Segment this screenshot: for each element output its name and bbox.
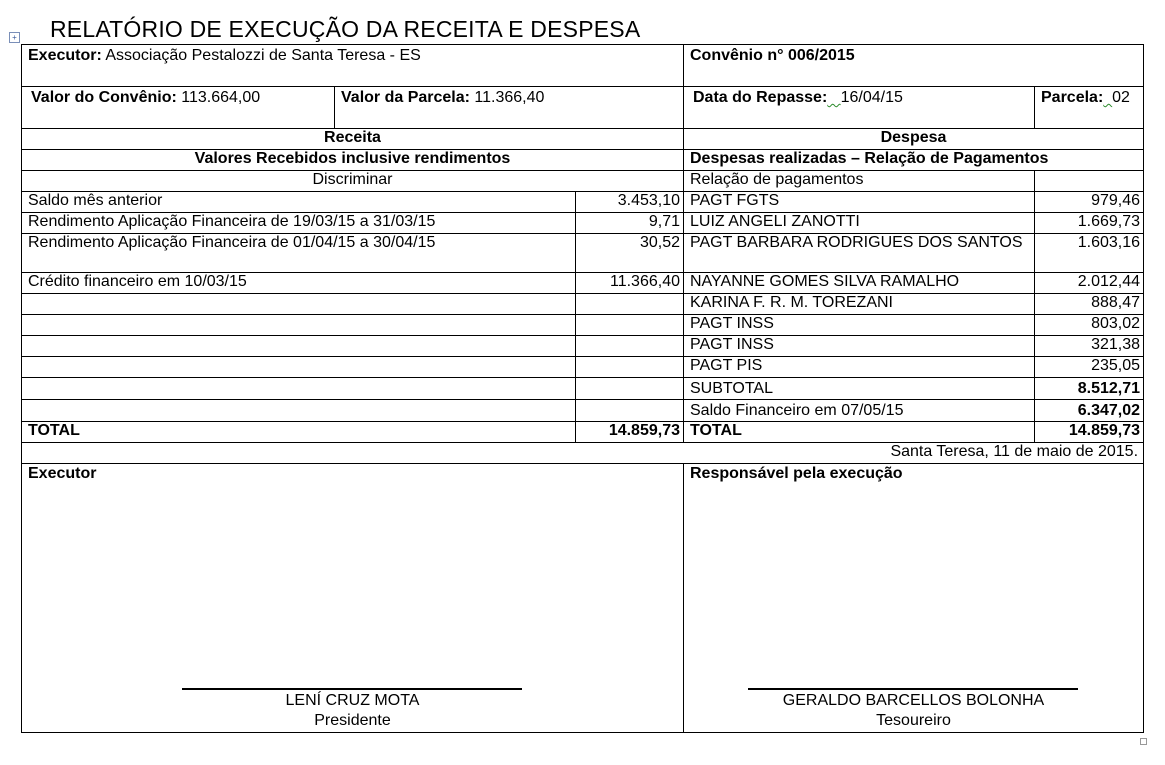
despesa-row-value: 1.669,73 [1035, 213, 1144, 234]
despesa-subheading: Despesas realizadas – Relação de Pagamentos [684, 150, 1144, 171]
valor-convenio-value: 113.664,00 [181, 89, 261, 106]
signature-responsavel [684, 464, 1144, 733]
report-table [21, 44, 1144, 733]
valor-parcela-cell: Valor da Parcela: 11.366,40 [335, 87, 684, 129]
executor-cell [22, 45, 684, 87]
despesa-row-label: PAGT BARBARA RODRIGUES DOS SANTOS [684, 234, 1035, 273]
valor-convenio-cell: Valor do Convênio: 113.664,00 [22, 87, 335, 129]
saldo-financeiro-value: 6.347,02 [1035, 400, 1144, 422]
subtotal-label: SUBTOTAL [684, 378, 1035, 400]
executor-value: Associação Pestalozzi de Santa Teresa - ES [105, 47, 421, 64]
receita-subheading: Valores Recebidos inclusive rendimentos [22, 150, 684, 171]
despesa-row-value: 803,02 [1035, 315, 1144, 336]
signature-executor-heading: Executor [28, 465, 97, 482]
despesa-row-label: PAGT INSS [684, 315, 1035, 336]
despesa-row-value: 888,47 [1035, 294, 1144, 315]
subtotal-value: 8.512,71 [1035, 378, 1144, 400]
convenio-number: Convênio n° 006/2015 [684, 45, 1144, 87]
signature-executor [22, 464, 684, 733]
signature-responsavel-name: GERALDO BARCELLOS BOLONHA [782, 692, 1045, 709]
executor-label: Executor: [28, 47, 102, 64]
page-title: RELATÓRIO DE EXECUÇÃO DA RECEITA E DESPESA [50, 16, 641, 42]
receita-total-value: 14.859,73 [576, 422, 684, 443]
despesa-row-label: PAGT FGTS [684, 192, 1035, 213]
receita-row-value: 30,52 [576, 234, 684, 273]
signature-responsavel-heading: Responsável pela execução [690, 465, 903, 482]
table-move-handle-icon[interactable]: + [9, 32, 20, 43]
receita-row-value: 11.366,40 [576, 273, 684, 294]
despesa-heading: Despesa [684, 129, 1144, 150]
despesa-total-label: TOTAL [684, 422, 1035, 443]
despesa-row-value: 2.012,44 [1035, 273, 1144, 294]
receita-row-label: Crédito financeiro em 10/03/15 [22, 273, 576, 294]
despesa-row-value: 1.603,16 [1035, 234, 1144, 273]
despesa-row-label: LUIZ ANGELI ZANOTTI [684, 213, 1035, 234]
date-line: Santa Teresa, 11 de maio de 2015. [22, 443, 1144, 464]
despesa-row-label: KARINA F. R. M. TOREZANI [684, 294, 1035, 315]
despesa-row-value: 321,38 [1035, 336, 1144, 357]
signature-line [182, 688, 522, 690]
signature-responsavel-role: Tesoureiro [876, 712, 951, 729]
parcela-cell: Parcela: 02 [1035, 87, 1144, 129]
despesa-row-label: PAGT INSS [684, 336, 1035, 357]
despesa-column-header: Relação de pagamentos [684, 171, 1035, 192]
data-repasse-cell: Data do Repasse: 16/04/15 [684, 87, 1035, 129]
signature-line [748, 688, 1078, 690]
receita-row-label: Rendimento Aplicação Financeira de 19/03/15 a 31/03/15 [22, 213, 576, 234]
receita-total-label: TOTAL [22, 422, 576, 443]
receita-heading: Receita [22, 129, 684, 150]
receita-row-value: 3.453,10 [576, 192, 684, 213]
valor-parcela-value: 11.366,40 [474, 89, 545, 106]
despesa-row-value: 235,05 [1035, 357, 1144, 378]
saldo-financeiro-label: Saldo Financeiro em 07/05/15 [684, 400, 1035, 422]
despesa-total-value: 14.859,73 [1035, 422, 1144, 443]
receita-row-label: Rendimento Aplicação Financeira de 01/04/15 a 30/04/15 [22, 234, 576, 273]
parcela-value: 02 [1112, 89, 1130, 106]
despesa-row-value: 979,46 [1035, 192, 1144, 213]
receita-row-label: Saldo mês anterior [22, 192, 576, 213]
receita-row-value: 9,71 [576, 213, 684, 234]
table-resize-handle-icon[interactable] [1140, 738, 1147, 745]
data-repasse-value: 16/04/15 [840, 89, 903, 106]
signature-executor-name: LENÍ CRUZ MOTA [285, 692, 420, 709]
despesa-row-label: NAYANNE GOMES SILVA RAMALHO [684, 273, 1035, 294]
despesa-row-label: PAGT PIS [684, 357, 1035, 378]
signature-executor-role: Presidente [314, 712, 391, 729]
receita-column-header: Discriminar [22, 171, 684, 192]
